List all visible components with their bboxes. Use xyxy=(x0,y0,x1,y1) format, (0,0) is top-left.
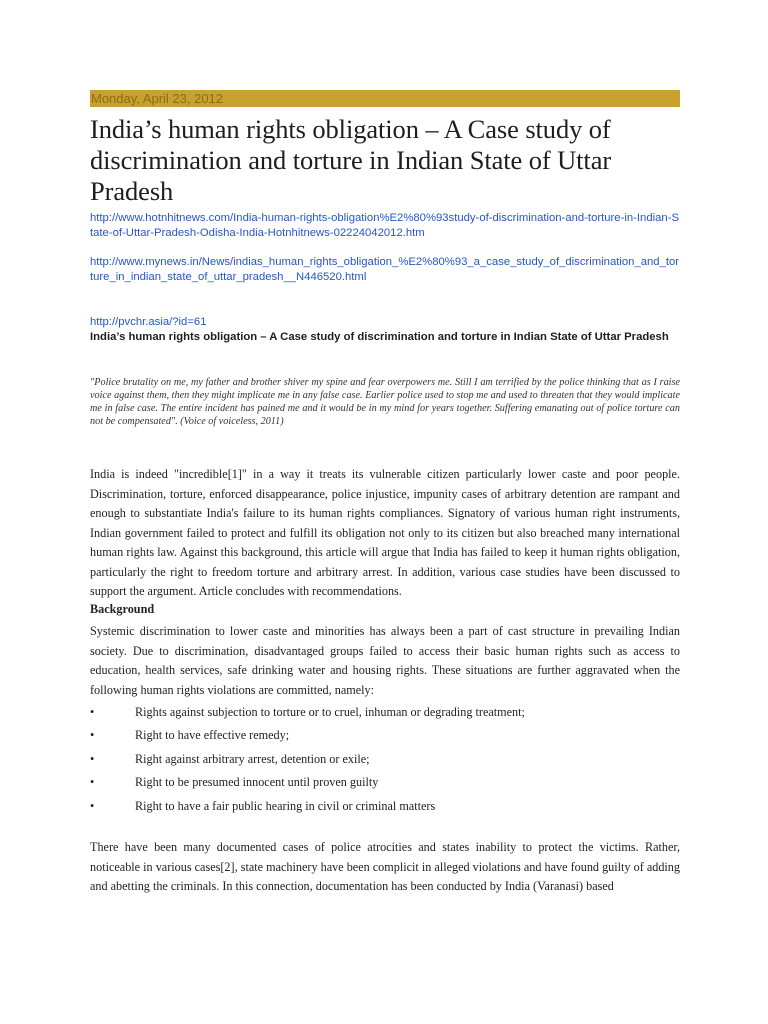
bullet-icon: • xyxy=(90,728,95,743)
list-item-text: Right against arbitrary arrest, detention or exile; xyxy=(135,751,370,766)
rights-list xyxy=(90,701,680,818)
background-paragraph: Systemic discrimination to lower caste and minorities has always been a part of cast structure in prevailing Indian society. Due to discrimination, disadvantaged groups failed to access their basic human rights such as access to education, health services, safe drinking water and housing rights. These situations are further aggravated when the following human rights violations are committed, namely: xyxy=(90,624,680,697)
closing-paragraph: There have been many documented cases of police atrocities and states inability to protect the victims. Rather, noticeable in various cases[2], state machinery have been complicit in alleged violations and have found guilty of adding and abetting the criminals. In this connection, documentation has been conducted by India (Varanasi) based xyxy=(90,840,680,893)
list-item xyxy=(90,771,680,794)
list-item-text: Right to have a fair public hearing in civil or criminal matters xyxy=(135,798,436,813)
date-bar xyxy=(90,90,680,107)
post-date: Monday, April 23, 2012 xyxy=(91,91,224,106)
background-heading: Background xyxy=(90,602,155,616)
source-link-hotnhitnews[interactable]: http://www.hotnhitnews.com/India-human-rights-obligation%E2%80%93study-of-discrimination-and-torture-in-Indian-State-of-Uttar-Pradesh-Odisha-India-Hotnhitnews-02224042012.htm xyxy=(90,212,679,239)
bullet-icon: • xyxy=(90,775,95,790)
list-item xyxy=(90,724,680,747)
bullet-icon: • xyxy=(90,798,95,813)
list-item-text: Rights against subjection to torture or to cruel, inhuman or degrading treatment; xyxy=(135,705,525,719)
list-item-text: Right to be presumed innocent until proven guilty xyxy=(135,775,379,790)
list-item xyxy=(90,795,680,818)
bullet-icon: • xyxy=(90,751,95,766)
bullet-icon: • xyxy=(90,705,95,719)
list-item-text: Right to have effective remedy; xyxy=(135,728,290,743)
intro-paragraph: India is indeed "incredible[1]" in a way it treats its vulnerable citizen particularly lower caste and poor people. Discrimination, torture, enforced disappearance, police injustice, impunity cases of arbitrary detention are rampant and enough to substantiate India's failure to its human rights compliances. Signatory of various human right instruments, Indian government failed to protect and fulfill its obligation not only to its citizen but also breached many international human rights law. Against this background, this article will argue that India has failed to keep it human rights obligation, particularly the right to freedom torture and arbitrary arrest. In addition, various case studies have been discussed to support the argument. Article concludes with recommendations. xyxy=(90,467,680,598)
article-subtitle: India’s human rights obligation – A Case study of discrimination and torture in Indian State of Uttar Pradesh xyxy=(90,331,669,343)
list-item xyxy=(90,748,680,771)
page-title: India’s human rights obligation – A Case study of discrimination and torture in Indian State of Uttar Pradesh xyxy=(90,114,612,206)
source-link-mynews[interactable]: http://www.mynews.in/News/indias_human_rights_obligation_%E2%80%93_a_case_study_of_discrimination_and_torture_in_indian_state_of_uttar_pradesh__N446520.html xyxy=(90,256,680,283)
list-item xyxy=(90,701,680,724)
epigraph-quote: "Police brutality on me, my father and brother shiver my spine and fear overpowers me. Still I am terrified by the police thinking that as I raise voice against them, then they might implicate me in any false case. Earlier police used to stop me and used to threaten that they would implicate me in false case. The entire incident has pained me and it would be in my mind for years together. Suffering emanating out of police torture can not be compensated". (Voice of voiceless, 2011) xyxy=(90,377,680,427)
source-link-pvchr[interactable]: http://pvchr.asia/?id=61 xyxy=(90,316,207,328)
